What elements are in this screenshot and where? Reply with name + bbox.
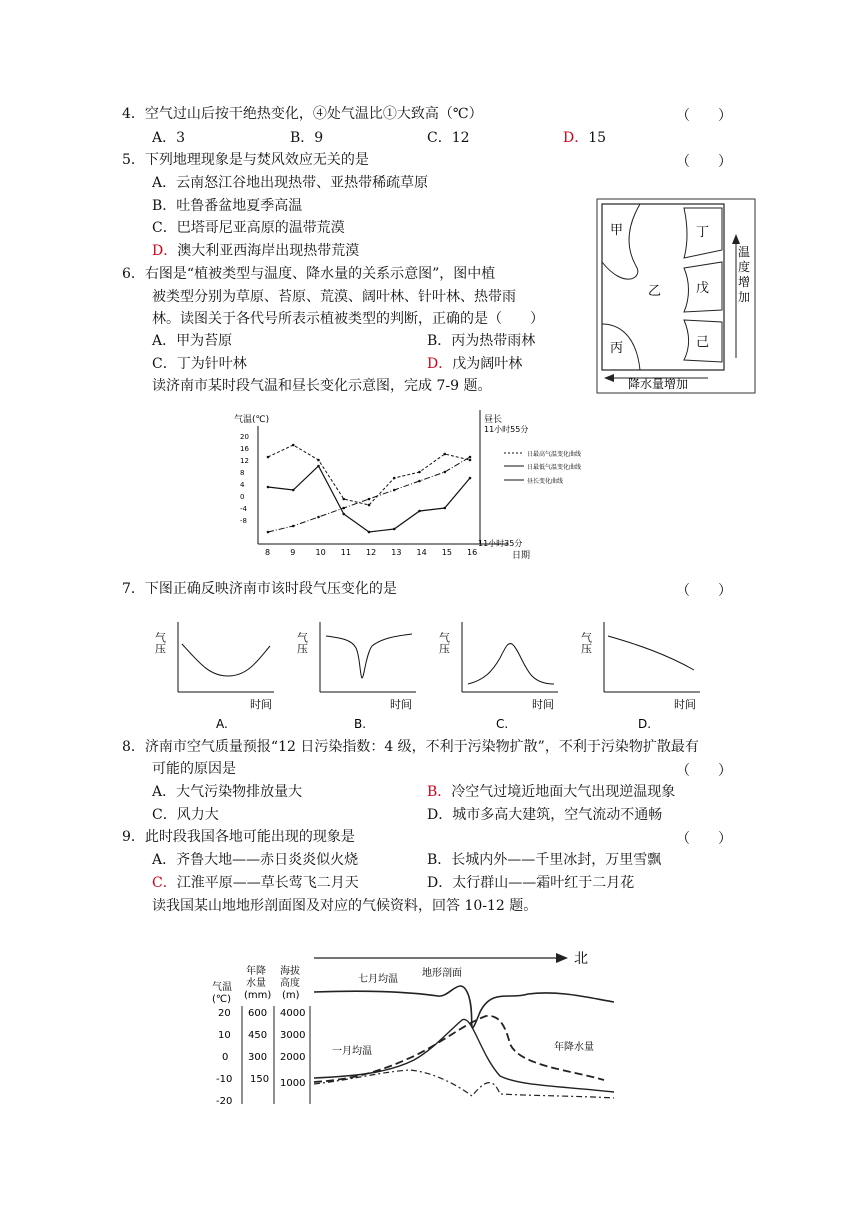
jinan-ytick-label: 4 (240, 481, 245, 489)
jinan-point-1 (393, 528, 396, 531)
jinan-ytick-label: 16 (240, 445, 249, 453)
jinan-ytick-label: -4 (240, 505, 247, 513)
intro-10-12: 读我国某山地地形剖面图及对应的气候资料，回答 10-12 题。 (152, 898, 538, 914)
q8-option-c: C．风力大 (152, 807, 219, 823)
temp-tick: -10 (216, 1074, 233, 1085)
q9-option-b: B．长城内外——千里冰封，万里雪飘 (427, 852, 662, 868)
graph-b-xlabel: 时间 (390, 698, 412, 711)
q8-option-d: D．城市多高大建筑，空气流动不通畅 (427, 807, 663, 823)
jinan-xtick-label: 11 (340, 548, 351, 557)
profile-north: 北 (574, 951, 588, 967)
jinan-xtick-label: 16 (467, 548, 478, 557)
q5-option-b: B．吐鲁番盆地夏季高温 (152, 198, 303, 214)
q9-option-d: D．太行群山——霜叶红于二月花 (427, 875, 635, 891)
q7-stem: 7．下图正确反映济南市该时段气压变化的是 (122, 581, 397, 597)
jinan-ylabel: 气温(℃) (234, 415, 270, 425)
jinan-point-1 (469, 477, 472, 480)
jinan-point-2 (443, 471, 446, 474)
jinan-point-2 (418, 480, 421, 483)
jinan-point-1 (443, 507, 446, 510)
graph-b-ylabel: 气压 (295, 632, 309, 654)
q4-stem: 4．空气过山后按干绝热变化，④处气温比①大致高（℃） (122, 106, 483, 122)
q5-answer-paren: （ ） (676, 154, 732, 170)
jinan-xlabel: 日期 (512, 551, 531, 561)
jinan-point-0 (292, 444, 295, 447)
q4-option-d: D．15 (563, 130, 607, 146)
jinan-xtick-label: 8 (265, 548, 271, 557)
jinan-point-0 (267, 456, 270, 459)
q8-answer-paren: （ ） (676, 763, 732, 779)
jinan-xtick-label: 10 (315, 548, 326, 557)
terrain-profile-diagram (210, 944, 630, 1114)
jinan-point-2 (267, 531, 270, 534)
q6-option-a: A．甲为苔原 (152, 333, 233, 349)
jinan-legend-max: 日最高气温变化曲线 (527, 451, 582, 458)
jinan-point-1 (368, 531, 371, 534)
jinan-xtick-label: 14 (416, 548, 427, 557)
q6-option-b: B．丙为热带雨林 (427, 333, 536, 349)
profile-col2-l2: 水量 (246, 978, 266, 989)
profile-col1-l1: 气温 (212, 982, 232, 993)
q4-option-b: B．9 (290, 130, 324, 146)
jinan-legend-min: 日最低气温变化曲线 (527, 464, 582, 471)
q8-stem-line2: 可能的原因是 (152, 761, 236, 777)
veg-yaxis-label: 温度增加 (738, 245, 751, 304)
graph-a-ylabel: 气压 (153, 632, 167, 654)
profile-col1-l2: (℃) (212, 994, 232, 1005)
jinan-point-2 (317, 516, 320, 519)
jinan-point-0 (443, 453, 446, 456)
graph-b-caption: B. (354, 717, 367, 731)
profile-label-terrain: 地形剖面 (422, 968, 462, 979)
q4-option-a: A．3 (152, 130, 186, 146)
jinan-ytick-label: 12 (240, 457, 249, 465)
jinan-point-0 (469, 459, 472, 462)
q4-option-c: C．12 (427, 130, 470, 146)
jinan-ytick-label: -8 (240, 517, 247, 525)
profile-col3-l1: 海拔 (280, 966, 300, 977)
veg-label-jia: 甲 (610, 223, 624, 238)
pressure-graph-c (438, 622, 559, 731)
q6-stem-line2: 被类型分别为草原、苔原、荒漠、阔叶林、针叶林、热带雨 (152, 289, 516, 305)
jinan-ytick-label: 0 (240, 493, 245, 501)
alt-tick: 1000 (280, 1078, 306, 1089)
graph-c-ylabel: 气压 (437, 632, 451, 654)
graph-c-xlabel: 时间 (532, 698, 554, 711)
graph-d-xlabel: 时间 (674, 698, 696, 711)
jinan-point-2 (368, 498, 371, 501)
jinan-y2bottom: 11小时35分 (478, 539, 523, 548)
rain-tick: 300 (248, 1052, 268, 1063)
q9-stem: 9．此时段我国各地可能出现的现象是 (122, 829, 355, 845)
veg-label-bing: 丙 (610, 341, 624, 356)
veg-xaxis-label: 降水量增加 (628, 377, 689, 391)
profile-label-july: 七月均温 (358, 974, 398, 985)
jinan-point-1 (342, 513, 345, 516)
profile-col3-l2: 高度 (280, 978, 300, 989)
q4-answer-paren: （ ） (676, 108, 732, 124)
jinan-point-0 (393, 477, 396, 480)
jinan-point-1 (292, 489, 295, 492)
rain-tick: 600 (248, 1008, 268, 1019)
pressure-graph-b (296, 622, 417, 731)
jinan-point-2 (469, 456, 472, 459)
graph-d-caption: D. (638, 717, 652, 731)
q9-option-a: A．齐鲁大地——赤日炎炎似火烧 (152, 852, 359, 868)
jinan-y2label: 昼长 (484, 415, 503, 425)
jinan-point-0 (368, 504, 371, 507)
graph-a-caption: A. (216, 717, 228, 731)
alt-tick: 4000 (280, 1008, 306, 1019)
q5-option-d: D．澳大利亚西海岸出现热带荒漠 (152, 243, 360, 259)
jinan-point-1 (317, 465, 320, 468)
graph-a-xlabel: 时间 (250, 698, 272, 711)
jinan-temperature-chart (228, 408, 622, 564)
jinan-xtick-label: 13 (391, 548, 402, 557)
veg-label-ding: 丁 (696, 225, 710, 240)
intro-7-9: 读济南市某时段气温和昼长变化示意图，完成 7-9 题。 (152, 378, 492, 394)
q8-stem-line1: 8．济南市空气质量预报“12 日污染指数：4 级，不利于污染物扩散”，不利于污染物扩散最有 (122, 739, 699, 755)
profile-label-jan: 一月均温 (332, 1046, 372, 1057)
profile-col2-l1: 年降 (246, 966, 266, 977)
temp-tick: 0 (222, 1052, 229, 1063)
rain-tick: 450 (248, 1030, 268, 1041)
q6-option-d: D．戊为阔叶林 (427, 356, 523, 372)
jinan-xtick-label: 9 (290, 548, 296, 557)
jinan-ytick-label: 8 (240, 469, 245, 477)
jinan-legend-daylength: 昼长变化曲线 (527, 478, 564, 485)
jinan-point-0 (418, 471, 421, 474)
temp-tick: -20 (216, 1096, 233, 1107)
graph-c-caption: C. (496, 717, 509, 731)
jinan-point-1 (418, 510, 421, 513)
q9-option-c: C．江淮平原——草长莺飞二月天 (152, 875, 359, 891)
q5-option-a: A．云南怒江谷地出现热带、亚热带稀疏草原 (152, 175, 429, 191)
q6-stem-line1: 6．右图是“植被类型与温度、降水量的关系示意图”，图中植 (122, 266, 496, 282)
jinan-point-2 (393, 489, 396, 492)
q6-stem-line3: 林。读图关于各代号所表示植被类型的判断，正确的是（ ） (152, 311, 544, 327)
q8-option-b: B．冷空气过境近地面大气出现逆温现象 (427, 784, 676, 800)
jinan-point-0 (317, 459, 320, 462)
jinan-ytick-label: 20 (240, 433, 249, 441)
q8-option-a: A．大气污染物排放量大 (152, 784, 303, 800)
q7-answer-paren: （ ） (676, 583, 732, 599)
temp-tick: 10 (218, 1030, 231, 1041)
profile-col3-l3: (m) (282, 990, 300, 1001)
pressure-graphs (150, 614, 710, 734)
q9-answer-paren: （ ） (676, 831, 732, 847)
veg-label-ji: 己 (696, 335, 710, 350)
vegetation-diagram (596, 198, 756, 394)
profile-col2-l3: (mm) (244, 990, 272, 1001)
q6-option-c: C．丁为针叶林 (152, 356, 247, 372)
temp-tick: 20 (218, 1008, 231, 1019)
rain-tick: 150 (250, 1074, 270, 1085)
pressure-graph-a (154, 622, 275, 731)
jinan-xtick-label: 15 (441, 548, 452, 557)
jinan-point-1 (267, 486, 270, 489)
jinan-point-2 (292, 525, 295, 528)
jinan-y2top: 11小时55分 (484, 425, 529, 434)
q5-stem: 5．下列地理现象是与焚风效应无关的是 (122, 152, 369, 168)
pressure-graph-d (580, 622, 701, 731)
veg-label-wu: 戊 (696, 281, 710, 296)
q5-option-c: C．巴塔哥尼亚高原的温带荒漠 (152, 220, 345, 236)
jinan-series-line-0 (268, 445, 470, 505)
alt-tick: 3000 (280, 1030, 306, 1041)
jinan-point-2 (342, 507, 345, 510)
jinan-xtick-label: 12 (366, 548, 377, 557)
graph-d-ylabel: 气压 (579, 632, 593, 654)
profile-terrain (314, 986, 614, 1028)
profile-label-rain: 年降水量 (554, 1042, 594, 1053)
veg-label-yi: 乙 (648, 284, 662, 299)
jinan-point-0 (342, 498, 345, 501)
jinan-series-line-2 (268, 457, 470, 532)
alt-tick: 2000 (280, 1052, 306, 1063)
